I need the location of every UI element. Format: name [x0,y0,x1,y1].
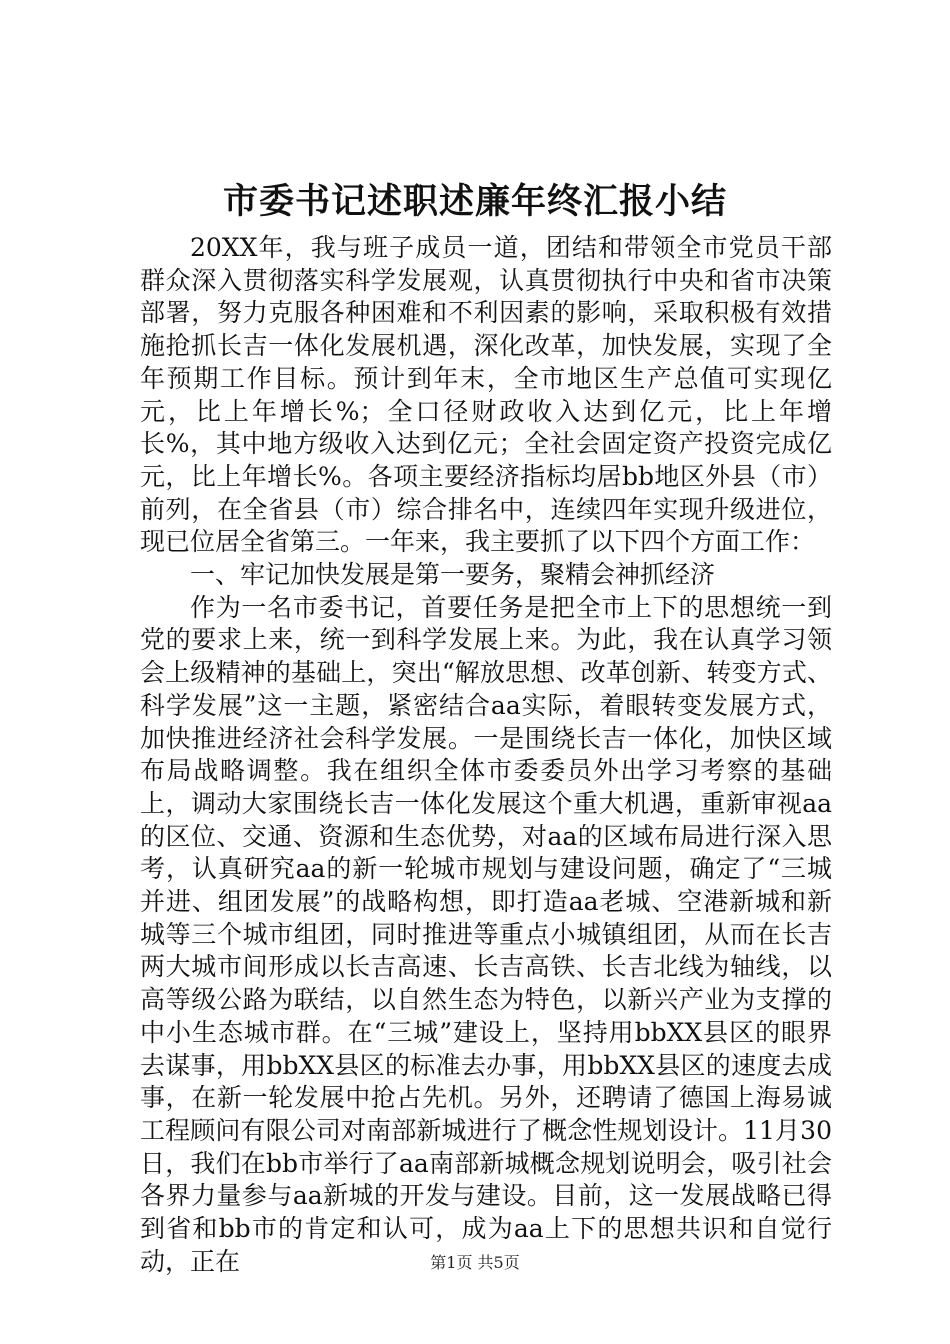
document-title: 市委书记述职述廉年终汇报小结 [222,181,727,222]
document-body [140,232,832,1279]
section-heading: 一、牢记加快发展是第一要务，聚精会神抓经济 [190,560,716,590]
intro-paragraph: 20XX年，我与班子成员一道，团结和带领全市党员干部群众深入贯彻落实科学发展观，认真贯彻执行中央和省市决策部署，努力克服各种困难和不利因素的影响，采取积极有效措施抢抓长吉一体化发展机遇，深化改革，加快发展，实现了全年预期工作目标。预计到年末，全市地区生产总值可实现亿元，比上年增长%；全口径财政收入达到亿元，比上年增长%，其中地方级收入达到亿元；全社会固定资产投资完成亿元，比上年增长%。各项主要经济指标均居bb地区外县（市）前列，在全省县（市）综合排名中，连续四年实现升级进位，现已位居全省第三。一年来，我主要抓了以下四个方面工作： [140,233,832,557]
body-paragraph: 作为一名市委书记，首要任务是把全市上下的思想统一到党的要求上来，统一到科学发展上来。为此，我在认真学习领会上级精神的基础上，突出“解放思想、改革创新、转变方式、科学发展”这一主题，紧密结合aa实际，着眼转变发展方式，加快推进经济社会科学发展。一是围绕长吉一体化，加快区域布局战略调整。我在组织全体市委委员外出学习考察的基础上，调动大家围绕长吉一体化发展这个重大机遇，重新审视aa的区位、交通、资源和生态优势，对aa的区域布局进行深入思考，认真研究aa的新一轮城市规划与建设问题，确定了“三城并进、组团发展”的战略构想，即打造aa老城、空港新城和新城等三个城市组团，同时推进等重点小城镇组团，从而在长吉两大城市间形成以长吉高速、长吉高铁、长吉北线为轴线，以高等级公路为联结，以自然生态为特色，以新兴产业为支撑的中小生态城市群。在“三城”建设上，坚持用bbXX县区的眼界去谋事，用bbXX县区的标准去办事，用bbXX县区的速度去成事，在新一轮发展中抢占先机。另外，还聘请了德国上海易诚工程顾问有限公司对南部新城进行了概念性规划设计。11月30日，我们在bb市举行了aa南部新城概念规划说明会，吸引社会各界力量参与aa新城的开发与建设。目前，这一发展战略已得到省和bb市的肯定和认可，成为aa上下的思想共识和自觉行动，正在 [140,592,832,1276]
page-indicator: 第1页 共5页 [430,1253,520,1272]
